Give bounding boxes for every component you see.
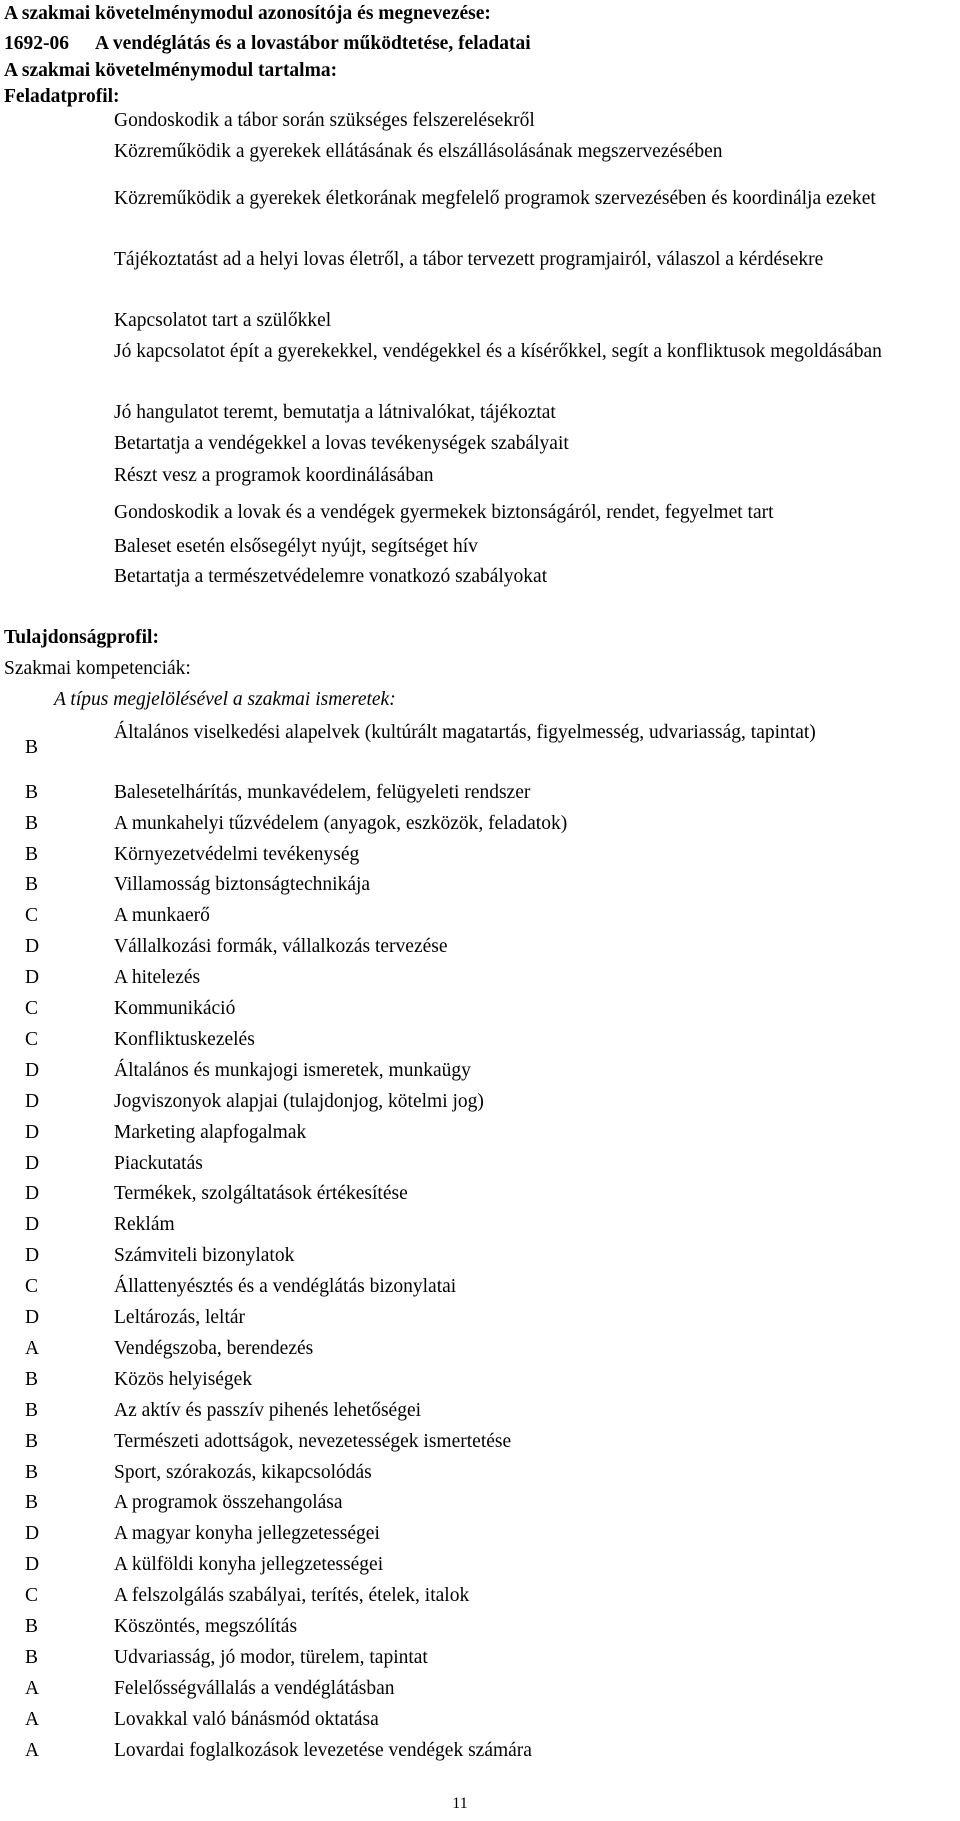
competency-row [0, 1241, 960, 1271]
competency-row [0, 901, 960, 931]
competency-row [0, 1674, 960, 1704]
competency-level: D [25, 1153, 40, 1174]
competency-row [0, 840, 960, 870]
competency-row [0, 1365, 960, 1395]
competency-level: D [25, 1183, 40, 1204]
competency-text: Természeti adottságok, nevezetességek ismertetése [114, 1431, 512, 1452]
competency-level: D [25, 936, 40, 957]
task-item: Jó kapcsolatot épít a gyerekekkel, vendégekkel és a kísérőkkel, segít a konfliktusok megoldásában [114, 341, 882, 362]
competency-text: Leltározás, leltár [114, 1307, 246, 1328]
competency-text: Vendégszoba, berendezés [114, 1338, 314, 1359]
competency-level: B [25, 1369, 39, 1390]
competency-text: A munkaerő [114, 905, 210, 926]
competency-row [0, 1087, 960, 1117]
competency-text: Udvariasság, jó modor, türelem, tapintat [114, 1647, 428, 1668]
competency-level: B [25, 874, 39, 895]
competency-row [0, 1056, 960, 1086]
competency-level: B [25, 737, 39, 758]
competency-level: C [25, 998, 39, 1019]
competency-text: Általános viselkedési alapelvek (kultúrált magatartás, figyelmesség, udvariasság, tapintat) [114, 722, 816, 743]
competency-text: Köszöntés, megszólítás [114, 1616, 298, 1637]
task-item: Betartatja a természetvédelemre vonatkozó szabályokat [114, 566, 548, 587]
module-title: A szakmai követelménymodul azonosítója és megnevezése: [4, 3, 491, 24]
competency-text: A munkahelyi tűzvédelem (anyagok, eszközök, feladatok) [114, 813, 568, 834]
competency-row [0, 963, 960, 993]
competency-level: D [25, 1122, 40, 1143]
competency-text: A hitelezés [114, 967, 201, 988]
competency-row [0, 1334, 960, 1364]
competency-row [0, 1736, 960, 1766]
competency-level: B [25, 1616, 39, 1637]
competency-text: Vállalkozási formák, vállalkozás tervezése [114, 936, 448, 957]
module-name: A vendéglátás és a lovastábor működtetése, feladatai [95, 33, 531, 54]
module-code-line [4, 32, 531, 56]
competencies-subheading: Szakmai kompetenciák: [4, 658, 191, 679]
module-code: 1692-06 [4, 33, 69, 54]
competency-text: Lovardai foglalkozások levezetése vendégek számára [114, 1740, 532, 1761]
task-item: Gondoskodik a lovak és a vendégek gyermekek biztonságáról, rendet, fegyelmet tart [114, 502, 774, 523]
competency-level: B [25, 1492, 39, 1513]
task-item: Kapcsolatot tart a szülőkkel [114, 310, 332, 331]
competency-row [0, 870, 960, 900]
competency-level: D [25, 1060, 40, 1081]
competency-text: Piackutatás [114, 1153, 203, 1174]
content-title: A szakmai követelménymodul tartalma: [4, 60, 338, 81]
task-item: Jó hangulatot teremt, bemutatja a látnivalókat, tájékoztat [114, 402, 556, 423]
competency-text: Marketing alapfogalmak [114, 1122, 307, 1143]
competency-level: D [25, 1091, 40, 1112]
page-number: 11 [452, 1795, 468, 1812]
competency-row [0, 1118, 960, 1148]
competency-level: B [25, 1400, 39, 1421]
competency-row [0, 1210, 960, 1240]
competency-level: C [25, 1585, 39, 1606]
competency-row [0, 932, 960, 962]
competency-level: A [25, 1740, 40, 1761]
competency-level: B [25, 1431, 39, 1452]
competency-level: C [25, 1029, 39, 1050]
competency-row [0, 1396, 960, 1426]
competency-level: A [25, 1678, 40, 1699]
task-item: Közreműködik a gyerekek életkorának megfelelő programok szervezésében és koordinálja ezeket [114, 188, 876, 209]
competency-text: Reklám [114, 1214, 175, 1235]
competency-row [0, 1488, 960, 1518]
competency-level: B [25, 813, 39, 834]
task-item: Betartatja a vendégekkel a lovas tevékenységek szabályait [114, 433, 569, 454]
competency-text: Általános és munkajogi ismeretek, munkaügy [114, 1060, 471, 1081]
competency-text: Kommunikáció [114, 998, 236, 1019]
competency-text: Termékek, szolgáltatások értékesítése [114, 1183, 408, 1204]
competency-row [0, 1179, 960, 1209]
competency-text: Az aktív és passzív pihenés lehetőségei [114, 1400, 422, 1421]
competency-level: D [25, 967, 40, 988]
competency-text: A felszolgálás szabályai, terítés, ételek, italok [114, 1585, 470, 1606]
competency-level: D [25, 1245, 40, 1266]
competency-text: Közös helyiségek [114, 1369, 253, 1390]
competency-level: B [25, 782, 39, 803]
competency-text: Állattenyésztés és a vendéglátás bizonylatai [114, 1276, 457, 1297]
competency-row [0, 1550, 960, 1580]
task-item: Gondoskodik a tábor során szükséges felszerelésekről [114, 110, 535, 131]
competency-row [0, 778, 960, 808]
competency-level: D [25, 1554, 40, 1575]
competency-level: C [25, 1276, 39, 1297]
competency-level: D [25, 1214, 40, 1235]
competency-row [0, 1643, 960, 1673]
competency-text: Környezetvédelmi tevékenység [114, 844, 360, 865]
task-item: Baleset esetén elsősegélyt nyújt, segítséget hív [114, 536, 478, 557]
competency-text: Számviteli bizonylatok [114, 1245, 295, 1266]
type-note: A típus megjelölésével a szakmai ismeretek: [54, 689, 396, 710]
competency-level: B [25, 1647, 39, 1668]
competency-text: A magyar konyha jellegzetességei [114, 1523, 380, 1544]
competency-text: Sport, szórakozás, kikapcsolódás [114, 1462, 372, 1483]
competency-row [0, 1705, 960, 1735]
competency-level: C [25, 905, 39, 926]
competency-level: B [25, 844, 39, 865]
competency-row [0, 1612, 960, 1642]
competency-level: D [25, 1307, 40, 1328]
competency-text: Jogviszonyok alapjai (tulajdonjog, kötelmi jog) [114, 1091, 484, 1112]
competency-row [0, 994, 960, 1024]
competency-row [0, 718, 960, 780]
competency-row [0, 1303, 960, 1333]
competency-row [0, 809, 960, 839]
competency-row [0, 1272, 960, 1302]
competency-text: Konfliktuskezelés [114, 1029, 255, 1050]
competency-level: D [25, 1523, 40, 1544]
competency-text: Lovakkal való bánásmód oktatása [114, 1709, 379, 1730]
competency-text: A programok összehangolása [114, 1492, 343, 1513]
competency-row [0, 1519, 960, 1549]
competency-text: Felelősségvállalás a vendéglátásban [114, 1678, 395, 1699]
competency-text: A külföldi konyha jellegzetességei [114, 1554, 384, 1575]
competency-level: A [25, 1338, 40, 1359]
task-profile-heading: Feladatprofil: [4, 86, 120, 107]
competency-row [0, 1427, 960, 1457]
task-item: Részt vesz a programok koordinálásában [114, 465, 434, 486]
competency-row [0, 1149, 960, 1179]
property-profile-heading: Tulajdonságprofil: [4, 627, 159, 648]
competency-level: B [25, 1462, 39, 1483]
task-item: Tájékoztatást ad a helyi lovas életről, a tábor tervezett programjairól, válaszol a kérdésekre [114, 249, 824, 270]
competency-text: Balesetelhárítás, munkavédelem, felügyeleti rendszer [114, 782, 531, 803]
competency-row [0, 1025, 960, 1055]
competency-text: Villamosság biztonságtechnikája [114, 874, 371, 895]
task-item: Közreműködik a gyerekek ellátásának és elszállásolásának megszervezésében [114, 141, 723, 162]
competency-level: A [25, 1709, 40, 1730]
competency-row [0, 1458, 960, 1488]
competency-row [0, 1581, 960, 1611]
